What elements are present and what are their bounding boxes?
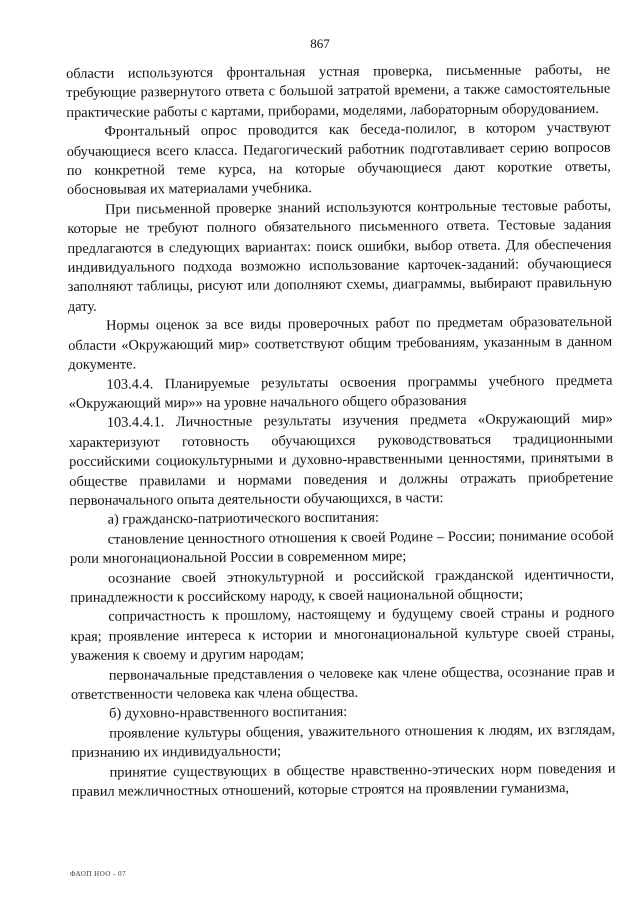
list-item: первоначальные представления о человеке как члене общества, осознание прав и ответственности человека как члена общества.	[70, 663, 615, 703]
list-item: осознание своей этнокультурной и российской гражданской идентичности, принадлежности к российскому народу, к своей национальной общности;	[70, 566, 615, 606]
paragraph: Нормы оценок за все виды проверочных работ по предметам образовательной области «Окружающий мир» соответствуют общим требованиям, указанным в данном документе.	[68, 314, 613, 374]
document-body	[66, 61, 616, 803]
list-item: проявление культуры общения, уважительного отношения к людям, их взглядам, признанию их индивидуальности;	[71, 721, 616, 762]
page-number: 867	[310, 36, 330, 51]
paragraph: При письменной проверке знаний используются контрольные тестовые работы, которые не требуют полного обязательного письменного ответа. Тестовые задания предлагаются в следующих вариантах: поиск ошибки, выбор ответа. Для обеспечения индивидуального подхода возможно использование карточек-заданий: обучающиеся заполняют таблицы, рисуют или дополняют схемы, диаграммы, выбирают правильную дату.	[67, 197, 612, 315]
list-item: принятие существующих в обществе нравственно-этических норм поведения и правил межличностных отношений, которые строятся на проявлении гуманизма,	[71, 760, 616, 801]
section-heading: 103.4.4. Планируемые результаты освоения программы учебного предмета «Окружающий мир»» на уровне начального общего образования	[68, 372, 613, 412]
paragraph: 103.4.4.1. Личностные результаты изучения предмета «Окружающий мир» характеризуют готовность обучающихся руководствоваться традиционными российскими социокультурными и духовно-нравственными ценностями, принятыми в обществе правилами и нормами поведения и должны отражать приобретение первоначального опыта деятельности обучающихся, в части:	[68, 411, 614, 509]
subsection-label: б) духовно-нравственного воспитания:	[109, 704, 348, 723]
list-item: сопричастность к прошлому, настоящему и будущему своей страны и родного края; проявление интереса к истории и многонациональной культуре своей страны, уважения к своему и другим народам;	[70, 605, 615, 665]
paragraph: Фронтальный опрос проводится как беседа-полилог, в котором участвуют обучающиеся всего класса. Педагогический работник подготавливает серию вопросов по конкретной теме курса, на которые обучающиеся дают короткие ответы, обосновывая их материалами учебника.	[66, 119, 611, 199]
paragraph: области используются фронтальная устная проверка, письменные работы, не требующие развернутого ответа с большой затратой времени, а также самостоятельные практические работы с картами, приборами, моделями, лабораторным оборудованием.	[66, 61, 611, 121]
subsection-label: а) гражданско-патриотического воспитания:	[107, 509, 380, 529]
list-item: становление ценностного отношения к своей Родине – России; понимание особой роли многонациональной России в современном мире;	[69, 527, 614, 568]
footer-document-code: ФАОП НОО - 07	[70, 870, 127, 878]
